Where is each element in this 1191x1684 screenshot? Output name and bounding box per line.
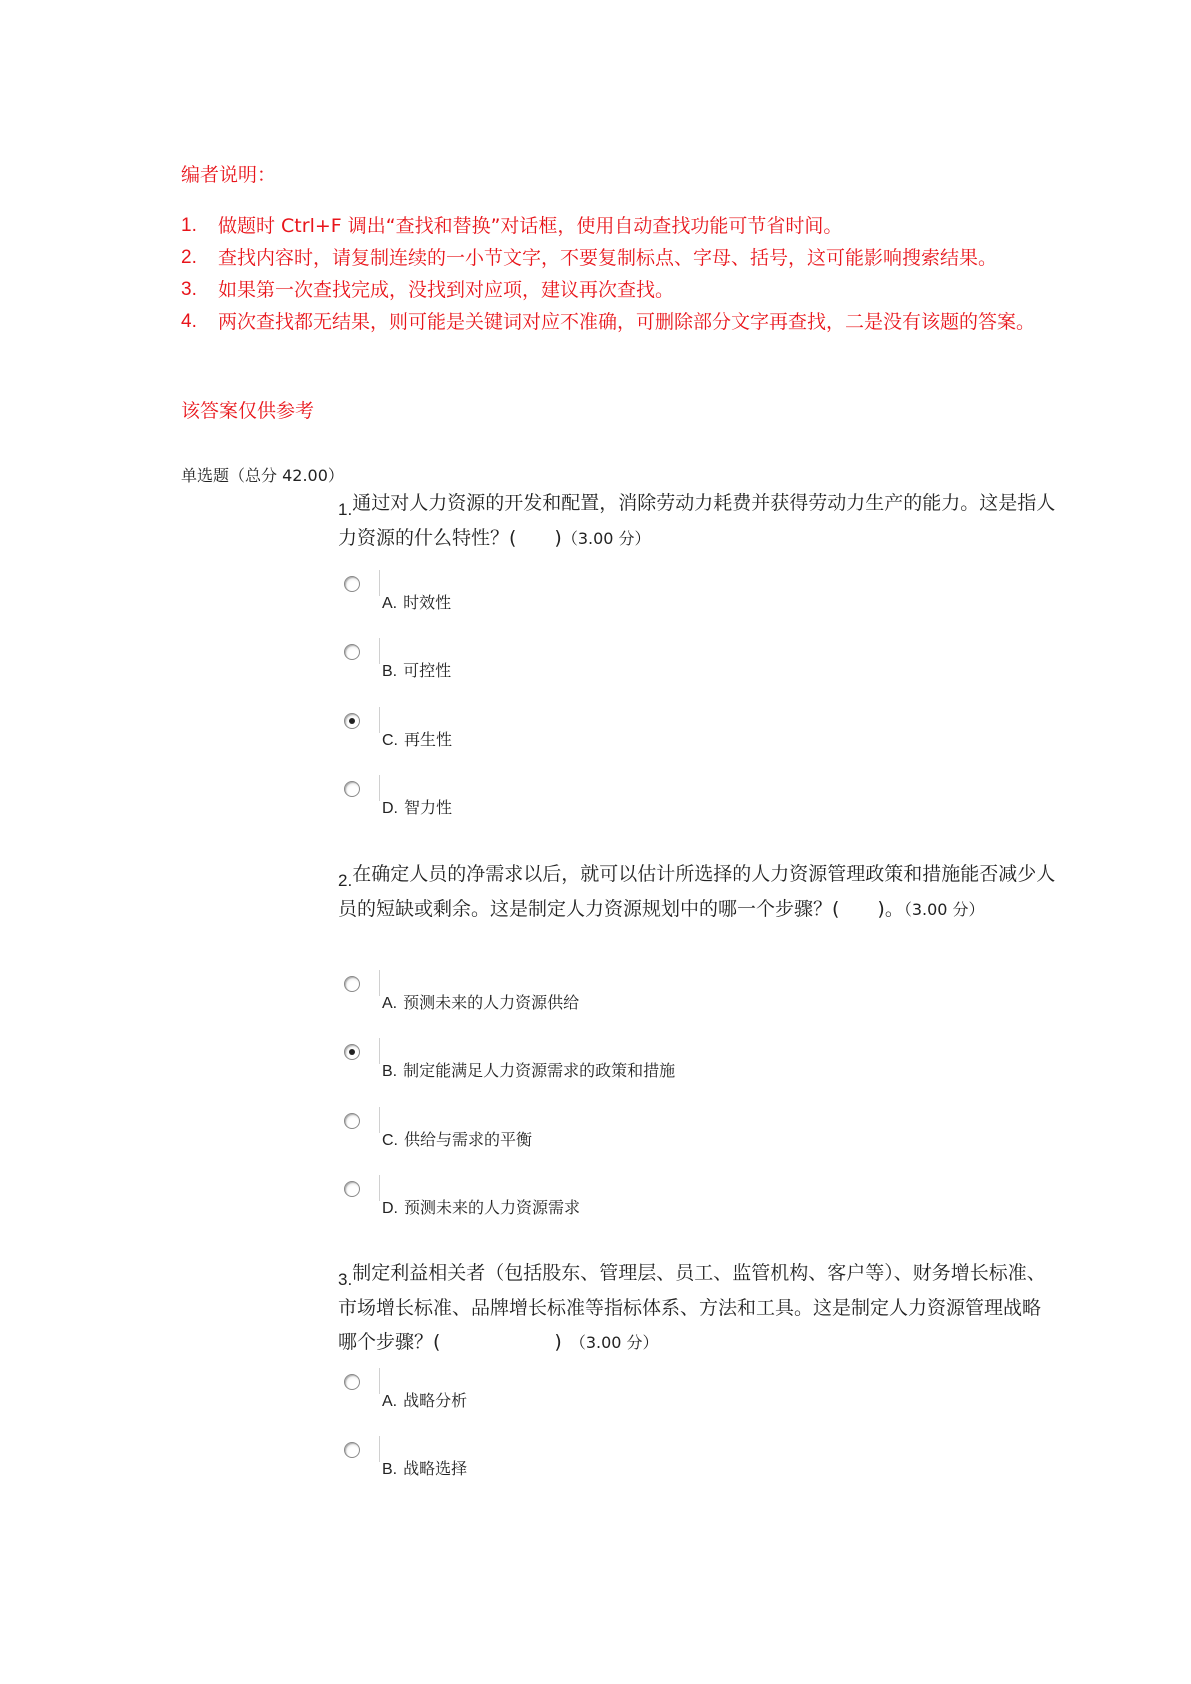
option-letter: C.: [382, 1132, 398, 1149]
divider: [379, 970, 380, 996]
question-score: （3.00 分）: [561, 529, 651, 548]
radio-icon[interactable]: [344, 1374, 360, 1390]
note-number: 4.: [181, 311, 197, 332]
question-text: 在确定人员的净需求以后，就可以估计所选择的人力资源管理政策和措施能否减少人员的短缺或剩余。这是制定人力资源规划中的哪一个步骤？( )。: [338, 863, 1056, 920]
option-letter: A.: [382, 1393, 398, 1410]
option-letter: B.: [382, 663, 398, 680]
divider: [379, 775, 380, 801]
option-text: 再生性: [404, 730, 453, 749]
divider: [379, 638, 380, 664]
question-number: 3.: [338, 1270, 353, 1289]
divider: [379, 570, 380, 596]
radio-icon[interactable]: [344, 781, 360, 797]
note-text: 查找内容时，请复制连续的一小节文字，不要复制标点、字母、括号，这可能影响搜索结果。: [218, 247, 998, 269]
editor-note-4: [181, 306, 1041, 338]
divider: [379, 1038, 380, 1064]
option-text: 时效性: [403, 593, 452, 612]
question-score: （3.00 分）: [903, 900, 985, 919]
divider: [379, 707, 380, 733]
radio-icon[interactable]: [344, 1442, 360, 1458]
note-number: 2.: [181, 247, 197, 268]
radio-icon[interactable]: [344, 1113, 360, 1129]
editor-note-1: [181, 210, 1041, 242]
note-text: 如果第一次查找完成，没找到对应项，建议再次查找。: [218, 279, 675, 301]
question-2: [338, 857, 1058, 927]
option-letter: A.: [382, 995, 398, 1012]
option-text: 战略分析: [403, 1391, 468, 1410]
option-text: 战略选择: [403, 1459, 468, 1478]
option-letter: B.: [382, 1063, 398, 1080]
question-score: （3.00 分）: [561, 1333, 659, 1352]
option-letter: D.: [382, 1200, 398, 1217]
question-number: 1.: [338, 500, 353, 519]
option-text: 智力性: [404, 798, 453, 817]
note-number: 1.: [181, 215, 197, 236]
editor-note-2: [181, 242, 1041, 274]
option-letter: B.: [382, 1461, 398, 1478]
question-1: [338, 486, 1058, 556]
note-text: 做题时 Ctrl+F 调出“查找和替换”对话框，使用自动查找功能可节省时间。: [218, 215, 843, 237]
radio-icon[interactable]: [344, 976, 360, 992]
divider: [379, 1175, 380, 1201]
question-text: 制定利益相关者（包括股东、管理层、员工、监管机构、客户等）、财务增长标准、市场增长标准、品牌增长标准等指标体系、方法和工具。这是制定人力资源管理战略哪个步骤？( ): [338, 1262, 1046, 1353]
question-3: [338, 1256, 1058, 1360]
section-title: 单选题（总分 42.00）: [181, 466, 344, 485]
editor-notes-list: [181, 210, 1041, 338]
radio-checked-icon[interactable]: [344, 713, 360, 729]
reference-note: 该答案仅供参考: [181, 400, 315, 422]
option-text: 可控性: [403, 661, 452, 680]
note-text: 两次查找都无结果，则可能是关键词对应不准确，可删除部分文字再查找，二是没有该题的答案。: [218, 311, 1036, 333]
radio-icon[interactable]: [344, 1181, 360, 1197]
option-text: 供给与需求的平衡: [404, 1130, 533, 1149]
option-letter: C.: [382, 732, 398, 749]
option-letter: D.: [382, 800, 398, 817]
editor-title: 编者说明：: [181, 164, 277, 186]
divider: [379, 1368, 380, 1394]
option-text: 预测未来的人力资源供给: [403, 993, 580, 1012]
radio-icon[interactable]: [344, 576, 360, 592]
option-text: 制定能满足人力资源需求的政策和措施: [403, 1061, 676, 1080]
question-text: 通过对人力资源的开发和配置，消除劳动力耗费并获得劳动力生产的能力。这是指人力资源的什么特性？( ): [338, 492, 1056, 549]
radio-icon[interactable]: [344, 644, 360, 660]
note-number: 3.: [181, 279, 197, 300]
option-text: 预测未来的人力资源需求: [404, 1198, 581, 1217]
option-letter: A.: [382, 595, 398, 612]
divider: [379, 1107, 380, 1133]
divider: [379, 1436, 380, 1462]
radio-checked-icon[interactable]: [344, 1044, 360, 1060]
question-number: 2.: [338, 871, 353, 890]
editor-note-3: [181, 274, 1041, 306]
